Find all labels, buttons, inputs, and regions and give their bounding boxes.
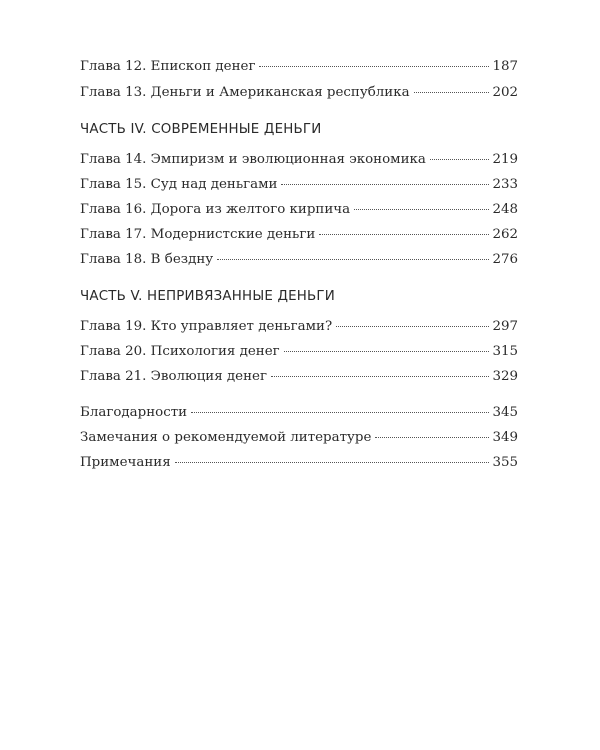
dot-leader [375,437,489,438]
toc-entry-chapter-18 [80,250,518,270]
dot-leader [319,234,489,235]
toc-entry-title: Глава 16. Дорога из желтого кирпича [80,202,351,217]
toc-entry-notes [80,453,518,473]
toc-entry-title: Глава 18. В бездну [80,252,214,267]
toc-entry-title: Благодарности [80,405,188,420]
dot-leader [284,351,490,352]
toc-entry-title: Глава 15. Суд над деньгами [80,177,278,192]
toc-entry-chapter-13 [80,83,518,103]
toc-entry-page-number: 315 [492,344,518,359]
toc-entry-page-number: 233 [492,177,518,192]
dot-leader [271,376,489,377]
toc-entry-page-number: 262 [492,227,518,242]
toc-entry-page-number: 349 [492,430,518,445]
toc-entry-title: Глава 19. Кто управляет деньгами? [80,319,333,334]
toc-entry-chapter-12 [80,57,518,77]
toc-entry-page-number: 248 [492,202,518,217]
toc-entry-page-number: 202 [492,85,518,100]
toc-entry-title: Замечания о рекомендуемой литературе [80,430,372,445]
toc-entry-page-number: 276 [492,252,518,267]
toc-entry-chapter-20 [80,342,518,362]
toc-entry-title: Глава 20. Психология денег [80,344,280,359]
toc-entry-page-number: 345 [492,405,518,420]
toc-entry-title: Глава 17. Модернистские деньги [80,227,316,242]
dot-leader [217,259,489,260]
toc-entry-chapter-19 [80,317,518,337]
toc-entry-title: Глава 21. Эволюция денег [80,369,267,384]
toc-entry-title: Глава 12. Епископ денег [80,59,256,74]
toc-entry-title: Глава 13. Деньги и Американская республика [80,85,410,100]
part-iv-heading: ЧАСТЬ IV. СОВРЕМЕННЫЕ ДЕНЬГИ [80,122,322,137]
dot-leader [259,66,489,67]
toc-entry-page-number: 297 [492,319,518,334]
toc-entry-further-reading [80,428,518,448]
dot-leader [354,209,489,210]
toc-entry-title: Глава 14. Эмпиризм и эволюционная экономика [80,152,426,167]
toc-entry-acknowledgements [80,403,518,423]
toc-entry-chapter-16 [80,200,518,220]
toc-entry-page-number: 219 [492,152,518,167]
toc-entry-chapter-14 [80,150,518,170]
toc-entry-title: Примечания [80,455,171,470]
toc-entry-page-number: 329 [492,369,518,384]
toc-entry-chapter-17 [80,225,518,245]
dot-leader [336,326,489,327]
dot-leader [430,159,490,160]
dot-leader [281,184,489,185]
dot-leader [191,412,489,413]
toc-entry-page-number: 355 [492,455,518,470]
dot-leader [414,92,490,93]
part-v-heading: ЧАСТЬ V. НЕПРИВЯЗАННЫЕ ДЕНЬГИ [80,289,336,304]
toc-entry-chapter-15 [80,175,518,195]
toc-entry-chapter-21 [80,367,518,387]
dot-leader [175,462,490,463]
toc-entry-page-number: 187 [492,59,518,74]
